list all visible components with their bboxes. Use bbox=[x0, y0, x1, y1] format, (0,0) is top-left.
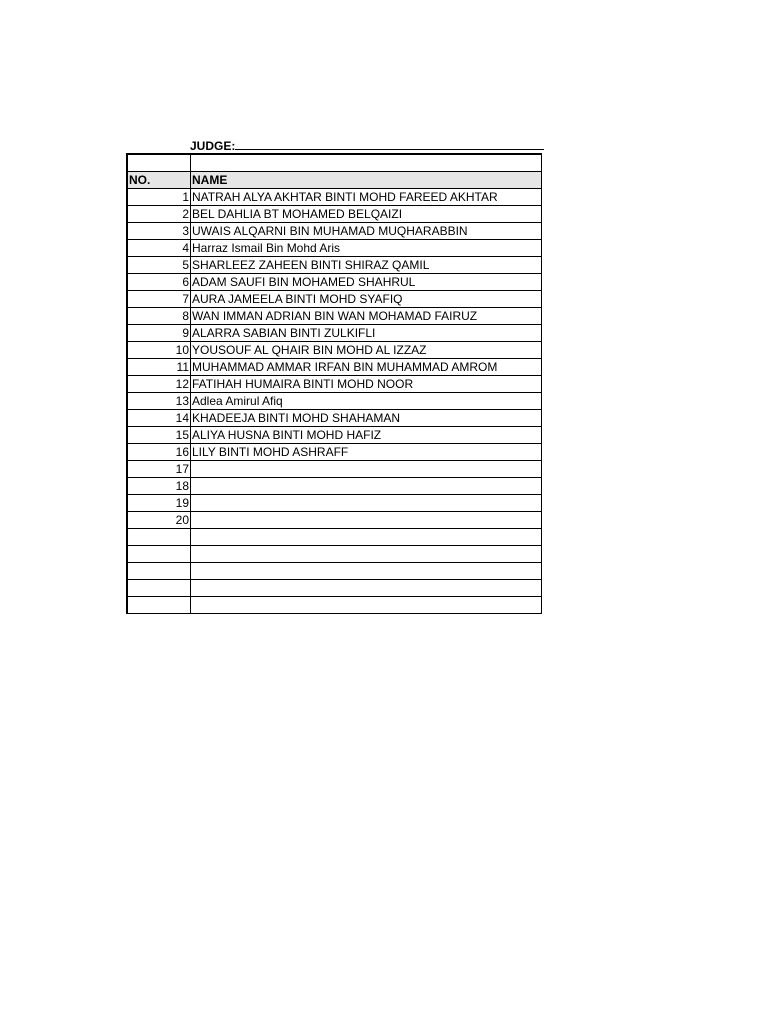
row-number-cell[interactable]: 3 bbox=[127, 223, 191, 240]
header-no[interactable]: NO. bbox=[127, 172, 191, 189]
row-name-cell[interactable]: BEL DAHLIA BT MOHAMED BELQAIZI bbox=[191, 206, 542, 223]
table-row bbox=[127, 512, 542, 529]
row-number-cell[interactable]: 16 bbox=[127, 444, 191, 461]
table-row bbox=[127, 342, 542, 359]
row-number-cell[interactable]: 7 bbox=[127, 291, 191, 308]
row-name-cell[interactable]: KHADEEJA BINTI MOHD SHAHAMAN bbox=[191, 410, 542, 427]
table-row bbox=[127, 223, 542, 240]
row-name-cell[interactable] bbox=[191, 563, 542, 580]
row-name-cell[interactable]: YOUSOUF AL QHAIR BIN MOHD AL IZZAZ bbox=[191, 342, 542, 359]
row-name-cell[interactable] bbox=[191, 529, 542, 546]
table-row bbox=[127, 546, 542, 563]
row-number-cell[interactable]: 18 bbox=[127, 478, 191, 495]
row-number-cell[interactable] bbox=[127, 546, 191, 563]
table-row bbox=[127, 410, 542, 427]
blank-cell[interactable] bbox=[191, 154, 542, 172]
table-row bbox=[127, 563, 542, 580]
row-name-cell[interactable]: UWAIS ALQARNI BIN MUHAMAD MUQHARABBIN bbox=[191, 223, 542, 240]
row-name-cell[interactable] bbox=[191, 495, 542, 512]
table-row bbox=[127, 427, 542, 444]
row-name-cell[interactable] bbox=[191, 512, 542, 529]
row-number-cell[interactable] bbox=[127, 529, 191, 546]
table-row bbox=[127, 580, 542, 597]
row-name-cell[interactable]: FATIHAH HUMAIRA BINTI MOHD NOOR bbox=[191, 376, 542, 393]
row-name-cell[interactable] bbox=[191, 478, 542, 495]
row-number-cell[interactable]: 2 bbox=[127, 206, 191, 223]
row-number-cell[interactable]: 20 bbox=[127, 512, 191, 529]
row-name-cell[interactable]: AURA JAMEELA BINTI MOHD SYAFIQ bbox=[191, 291, 542, 308]
row-number-cell[interactable]: 4 bbox=[127, 240, 191, 257]
table-row bbox=[127, 495, 542, 512]
row-number-cell[interactable]: 9 bbox=[127, 325, 191, 342]
table-row bbox=[127, 478, 542, 495]
table-row bbox=[127, 274, 542, 291]
table-row bbox=[127, 308, 542, 325]
row-number-cell[interactable]: 14 bbox=[127, 410, 191, 427]
judge-label: JUDGE: bbox=[190, 139, 236, 153]
row-name-cell[interactable]: MUHAMMAD AMMAR IRFAN BIN MUHAMMAD AMROM bbox=[191, 359, 542, 376]
blank-row bbox=[127, 154, 542, 172]
row-number-cell[interactable]: 10 bbox=[127, 342, 191, 359]
judge-signature-line[interactable] bbox=[235, 137, 544, 150]
row-number-cell[interactable] bbox=[127, 597, 191, 614]
row-name-cell[interactable] bbox=[191, 580, 542, 597]
table-row bbox=[127, 257, 542, 274]
row-number-cell[interactable]: 12 bbox=[127, 376, 191, 393]
row-number-cell[interactable]: 6 bbox=[127, 274, 191, 291]
row-number-cell[interactable]: 19 bbox=[127, 495, 191, 512]
table-row bbox=[127, 529, 542, 546]
table-row bbox=[127, 189, 542, 206]
table-row bbox=[127, 206, 542, 223]
row-number-cell[interactable]: 11 bbox=[127, 359, 191, 376]
table-row bbox=[127, 240, 542, 257]
row-number-cell[interactable]: 1 bbox=[127, 189, 191, 206]
row-number-cell[interactable]: 17 bbox=[127, 461, 191, 478]
table-row bbox=[127, 325, 542, 342]
row-name-cell[interactable]: SHARLEEZ ZAHEEN BINTI SHIRAZ QAMIL bbox=[191, 257, 542, 274]
row-name-cell[interactable] bbox=[191, 546, 542, 563]
row-name-cell[interactable]: LILY BINTI MOHD ASHRAFF bbox=[191, 444, 542, 461]
table-row bbox=[127, 393, 542, 410]
table-row bbox=[127, 376, 542, 393]
header-name[interactable]: NAME bbox=[191, 172, 542, 189]
row-name-cell[interactable]: Harraz Ismail Bin Mohd Aris bbox=[191, 240, 542, 257]
row-name-cell[interactable]: ALIYA HUSNA BINTI MOHD HAFIZ bbox=[191, 427, 542, 444]
table-row bbox=[127, 444, 542, 461]
row-number-cell[interactable]: 5 bbox=[127, 257, 191, 274]
row-name-cell[interactable]: Adlea Amirul Afiq bbox=[191, 393, 542, 410]
row-number-cell[interactable]: 13 bbox=[127, 393, 191, 410]
row-name-cell[interactable]: ALARRA SABIAN BINTI ZULKIFLI bbox=[191, 325, 542, 342]
header-row bbox=[127, 172, 542, 189]
table-row bbox=[127, 359, 542, 376]
participant-table bbox=[126, 153, 542, 614]
table-row bbox=[127, 597, 542, 614]
row-number-cell[interactable] bbox=[127, 563, 191, 580]
row-number-cell[interactable] bbox=[127, 580, 191, 597]
row-name-cell[interactable]: ADAM SAUFI BIN MOHAMED SHAHRUL bbox=[191, 274, 542, 291]
row-number-cell[interactable]: 8 bbox=[127, 308, 191, 325]
judge-line bbox=[190, 137, 544, 153]
row-name-cell[interactable] bbox=[191, 461, 542, 478]
row-name-cell[interactable]: WAN IMMAN ADRIAN BIN WAN MOHAMAD FAIRUZ bbox=[191, 308, 542, 325]
blank-cell[interactable] bbox=[127, 154, 191, 172]
row-name-cell[interactable]: NATRAH ALYA AKHTAR BINTI MOHD FAREED AKHTAR bbox=[191, 189, 542, 206]
table-row bbox=[127, 461, 542, 478]
table-row bbox=[127, 291, 542, 308]
row-number-cell[interactable]: 15 bbox=[127, 427, 191, 444]
row-name-cell[interactable] bbox=[191, 597, 542, 614]
